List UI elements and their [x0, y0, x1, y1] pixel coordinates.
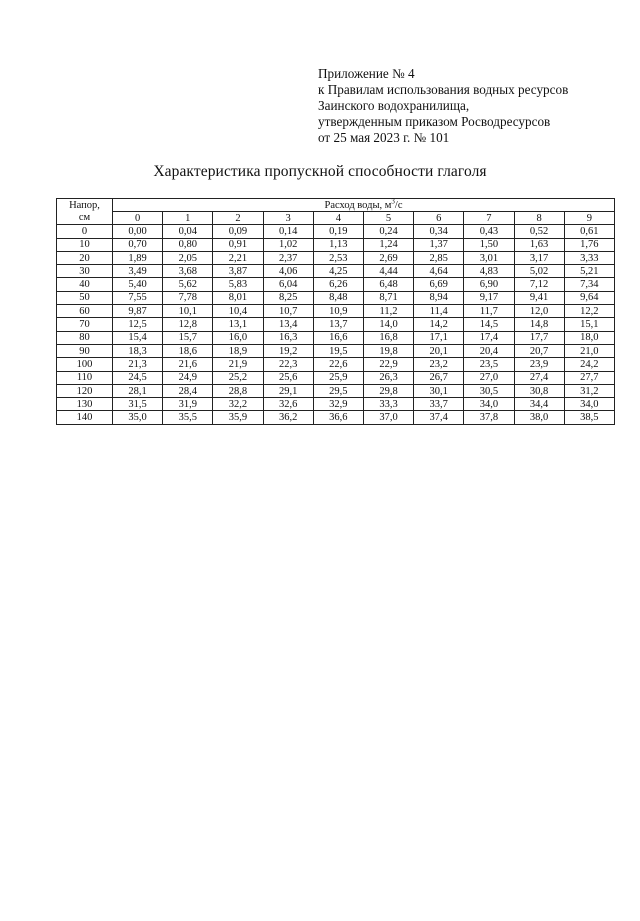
table-cell: 14,2 — [414, 318, 464, 331]
table-cell: 3,68 — [163, 265, 213, 278]
appendix-line-order: утвержденным приказом Росводресурсов — [318, 114, 551, 129]
column-index-header: 0 — [113, 212, 163, 225]
table-cell: 37,0 — [363, 411, 413, 424]
column-index-header: 3 — [263, 212, 313, 225]
document-title: Характеристика пропускной способности глаголя — [153, 163, 487, 180]
table-cell: 4,06 — [263, 265, 313, 278]
table-cell: 1,37 — [414, 238, 464, 251]
table-row — [57, 225, 615, 238]
table-cell: 32,2 — [213, 398, 263, 411]
head-column-header — [57, 199, 113, 225]
table-cell: 13,4 — [263, 318, 313, 331]
column-index-header: 5 — [363, 212, 413, 225]
table-cell: 5,02 — [514, 265, 564, 278]
table-header-row — [57, 199, 615, 212]
table-cell: 9,64 — [564, 291, 614, 304]
column-index-header: 7 — [464, 212, 514, 225]
table-cell: 35,9 — [213, 411, 263, 424]
table-cell: 19,5 — [313, 344, 363, 357]
row-head-cell: 20 — [57, 251, 113, 264]
table-cell: 27,0 — [464, 371, 514, 384]
table-cell: 6,04 — [263, 278, 313, 291]
table-cell: 11,2 — [363, 305, 413, 318]
table-cell: 14,0 — [363, 318, 413, 331]
table-cell: 2,37 — [263, 251, 313, 264]
row-head-cell: 140 — [57, 411, 113, 424]
row-head-cell: 100 — [57, 358, 113, 371]
table-cell: 24,2 — [564, 358, 614, 371]
table-cell: 6,90 — [464, 278, 514, 291]
table-row — [57, 251, 615, 264]
table-cell: 0,09 — [213, 225, 263, 238]
table-cell: 0,52 — [514, 225, 564, 238]
row-head-cell: 130 — [57, 398, 113, 411]
table-cell: 7,55 — [113, 291, 163, 304]
table-cell: 16,6 — [313, 331, 363, 344]
table-cell: 12,5 — [113, 318, 163, 331]
table-row — [57, 384, 615, 397]
discharge-label-sup: 3 — [391, 197, 395, 205]
discharge-label-unit: /с — [394, 199, 403, 211]
appendix-line-reservoir: Заинского водохранилища, — [318, 98, 470, 113]
table-cell: 33,3 — [363, 398, 413, 411]
table-cell: 1,63 — [514, 238, 564, 251]
row-head-cell: 0 — [57, 225, 113, 238]
row-head-cell: 70 — [57, 318, 113, 331]
table-cell: 26,7 — [414, 371, 464, 384]
table-row — [57, 238, 615, 251]
table-cell: 23,2 — [414, 358, 464, 371]
table-cell: 0,19 — [313, 225, 363, 238]
table-cell: 34,0 — [564, 398, 614, 411]
table-cell: 19,2 — [263, 344, 313, 357]
discharge-table — [56, 198, 615, 425]
table-cell: 10,4 — [213, 305, 263, 318]
table-cell: 8,01 — [213, 291, 263, 304]
table-cell: 31,9 — [163, 398, 213, 411]
appendix-line-number: Приложение № 4 — [318, 66, 415, 81]
column-index-header: 8 — [514, 212, 564, 225]
row-head-cell: 50 — [57, 291, 113, 304]
table-cell: 31,5 — [113, 398, 163, 411]
table-cell: 9,17 — [464, 291, 514, 304]
table-cell: 28,1 — [113, 384, 163, 397]
table-cell: 13,7 — [313, 318, 363, 331]
table-row — [57, 291, 615, 304]
table-cell: 5,83 — [213, 278, 263, 291]
table-cell: 37,4 — [414, 411, 464, 424]
table-cell: 0,34 — [414, 225, 464, 238]
table-cell: 34,0 — [464, 398, 514, 411]
table-cell: 3,87 — [213, 265, 263, 278]
table-cell: 36,6 — [313, 411, 363, 424]
table-cell: 4,83 — [464, 265, 514, 278]
table-cell: 25,2 — [213, 371, 263, 384]
table-cell: 0,14 — [263, 225, 313, 238]
discharge-label: Расход воды, м — [324, 199, 392, 211]
table-cell: 8,48 — [313, 291, 363, 304]
table-cell: 33,7 — [414, 398, 464, 411]
table-cell: 25,6 — [263, 371, 313, 384]
table-cell: 3,17 — [514, 251, 564, 264]
table-cell: 21,6 — [163, 358, 213, 371]
table-cell: 2,85 — [414, 251, 464, 264]
table-cell: 28,4 — [163, 384, 213, 397]
discharge-group-header — [113, 199, 615, 212]
table-cell: 3,49 — [113, 265, 163, 278]
table-cell: 15,4 — [113, 331, 163, 344]
table-cell: 14,8 — [514, 318, 564, 331]
row-head-cell: 90 — [57, 344, 113, 357]
table-cell: 10,1 — [163, 305, 213, 318]
table-cell: 0,24 — [363, 225, 413, 238]
table-cell: 32,6 — [263, 398, 313, 411]
table-cell: 6,26 — [313, 278, 363, 291]
table-cell: 16,3 — [263, 331, 313, 344]
table-cell: 30,8 — [514, 384, 564, 397]
table-cell: 21,0 — [564, 344, 614, 357]
table-cell: 11,4 — [414, 305, 464, 318]
table-cell: 1,76 — [564, 238, 614, 251]
table-cell: 7,12 — [514, 278, 564, 291]
row-head-cell: 60 — [57, 305, 113, 318]
table-cell: 18,3 — [113, 344, 163, 357]
column-index-header: 4 — [313, 212, 363, 225]
table-cell: 8,71 — [363, 291, 413, 304]
table-cell: 0,80 — [163, 238, 213, 251]
table-cell: 6,69 — [414, 278, 464, 291]
table-cell: 18,0 — [564, 331, 614, 344]
table-body — [57, 225, 615, 424]
table-cell: 7,78 — [163, 291, 213, 304]
table-cell: 34,4 — [514, 398, 564, 411]
table-cell: 38,5 — [564, 411, 614, 424]
table-cell: 0,70 — [113, 238, 163, 251]
row-head-cell: 80 — [57, 331, 113, 344]
table-row — [57, 265, 615, 278]
table-cell: 17,7 — [514, 331, 564, 344]
table-cell: 8,25 — [263, 291, 313, 304]
table-cell: 8,94 — [414, 291, 464, 304]
table-cell: 5,62 — [163, 278, 213, 291]
table-cell: 2,05 — [163, 251, 213, 264]
table-cell: 31,2 — [564, 384, 614, 397]
appendix-line-date: от 25 мая 2023 г. № 101 — [318, 130, 450, 145]
table-cell: 30,5 — [464, 384, 514, 397]
row-head-cell: 110 — [57, 371, 113, 384]
table-cell: 1,02 — [263, 238, 313, 251]
table-row — [57, 358, 615, 371]
row-head-cell: 10 — [57, 238, 113, 251]
column-index-header: 2 — [213, 212, 263, 225]
table-cell: 9,41 — [514, 291, 564, 304]
table-cell: 2,69 — [363, 251, 413, 264]
table-cell: 18,9 — [213, 344, 263, 357]
table-cell: 14,5 — [464, 318, 514, 331]
table-cell: 16,0 — [213, 331, 263, 344]
table-cell: 4,25 — [313, 265, 363, 278]
table-cell: 20,1 — [414, 344, 464, 357]
table-cell: 10,9 — [313, 305, 363, 318]
appendix-line-rules: к Правилам использования водных ресурсов — [318, 82, 569, 97]
row-head-cell: 40 — [57, 278, 113, 291]
table-cell: 22,9 — [363, 358, 413, 371]
table-cell: 20,4 — [464, 344, 514, 357]
table-cell: 3,01 — [464, 251, 514, 264]
table-cell: 1,89 — [113, 251, 163, 264]
table-cell: 37,8 — [464, 411, 514, 424]
table-cell: 29,5 — [313, 384, 363, 397]
table-cell: 28,8 — [213, 384, 263, 397]
table-row — [57, 331, 615, 344]
row-head-cell: 30 — [57, 265, 113, 278]
table-row — [57, 371, 615, 384]
column-index-row — [57, 212, 615, 225]
table-cell: 6,48 — [363, 278, 413, 291]
table-row — [57, 318, 615, 331]
table-cell: 0,43 — [464, 225, 514, 238]
table-cell: 5,40 — [113, 278, 163, 291]
table-cell: 12,2 — [564, 305, 614, 318]
table-cell: 0,00 — [113, 225, 163, 238]
table-cell: 20,7 — [514, 344, 564, 357]
table-cell: 1,24 — [363, 238, 413, 251]
table-cell: 0,61 — [564, 225, 614, 238]
table-cell: 27,4 — [514, 371, 564, 384]
table-cell: 2,21 — [213, 251, 263, 264]
table-row — [57, 411, 615, 424]
table-cell: 18,6 — [163, 344, 213, 357]
table-cell: 7,34 — [564, 278, 614, 291]
table-cell: 32,9 — [313, 398, 363, 411]
table-cell: 27,7 — [564, 371, 614, 384]
table-cell: 26,3 — [363, 371, 413, 384]
appendix-block — [318, 66, 568, 146]
table-cell: 4,64 — [414, 265, 464, 278]
table-cell: 1,13 — [313, 238, 363, 251]
table-cell: 4,44 — [363, 265, 413, 278]
table-cell: 0,04 — [163, 225, 213, 238]
row-head-cell: 120 — [57, 384, 113, 397]
table-cell: 16,8 — [363, 331, 413, 344]
table-cell: 38,0 — [514, 411, 564, 424]
table-cell: 13,1 — [213, 318, 263, 331]
table-row — [57, 278, 615, 291]
table-row — [57, 398, 615, 411]
table-cell: 21,3 — [113, 358, 163, 371]
table-cell: 12,0 — [514, 305, 564, 318]
table-cell: 1,50 — [464, 238, 514, 251]
table-cell: 22,6 — [313, 358, 363, 371]
table-cell: 0,91 — [213, 238, 263, 251]
table-row — [57, 305, 615, 318]
table-cell: 25,9 — [313, 371, 363, 384]
table-cell: 22,3 — [263, 358, 313, 371]
table-cell: 5,21 — [564, 265, 614, 278]
column-index-header: 1 — [163, 212, 213, 225]
head-label-1: Напор, — [69, 199, 100, 211]
table-row — [57, 344, 615, 357]
table-cell: 17,4 — [464, 331, 514, 344]
table-cell: 24,5 — [113, 371, 163, 384]
table-cell: 35,0 — [113, 411, 163, 424]
table-cell: 29,1 — [263, 384, 313, 397]
table-cell: 9,87 — [113, 305, 163, 318]
table-cell: 19,8 — [363, 344, 413, 357]
table-cell: 15,1 — [564, 318, 614, 331]
table-cell: 10,7 — [263, 305, 313, 318]
table-cell: 30,1 — [414, 384, 464, 397]
table-cell: 29,8 — [363, 384, 413, 397]
head-label-2: см — [78, 211, 91, 223]
column-index-header: 9 — [564, 212, 614, 225]
table-cell: 23,9 — [514, 358, 564, 371]
table-cell: 12,8 — [163, 318, 213, 331]
table-cell: 15,7 — [163, 331, 213, 344]
table-cell: 2,53 — [313, 251, 363, 264]
table-cell: 35,5 — [163, 411, 213, 424]
column-index-header: 6 — [414, 212, 464, 225]
table-cell: 11,7 — [464, 305, 514, 318]
table-cell: 17,1 — [414, 331, 464, 344]
table-cell: 24,9 — [163, 371, 213, 384]
table-cell: 23,5 — [464, 358, 514, 371]
table-cell: 36,2 — [263, 411, 313, 424]
table-cell: 3,33 — [564, 251, 614, 264]
table-cell: 21,9 — [213, 358, 263, 371]
